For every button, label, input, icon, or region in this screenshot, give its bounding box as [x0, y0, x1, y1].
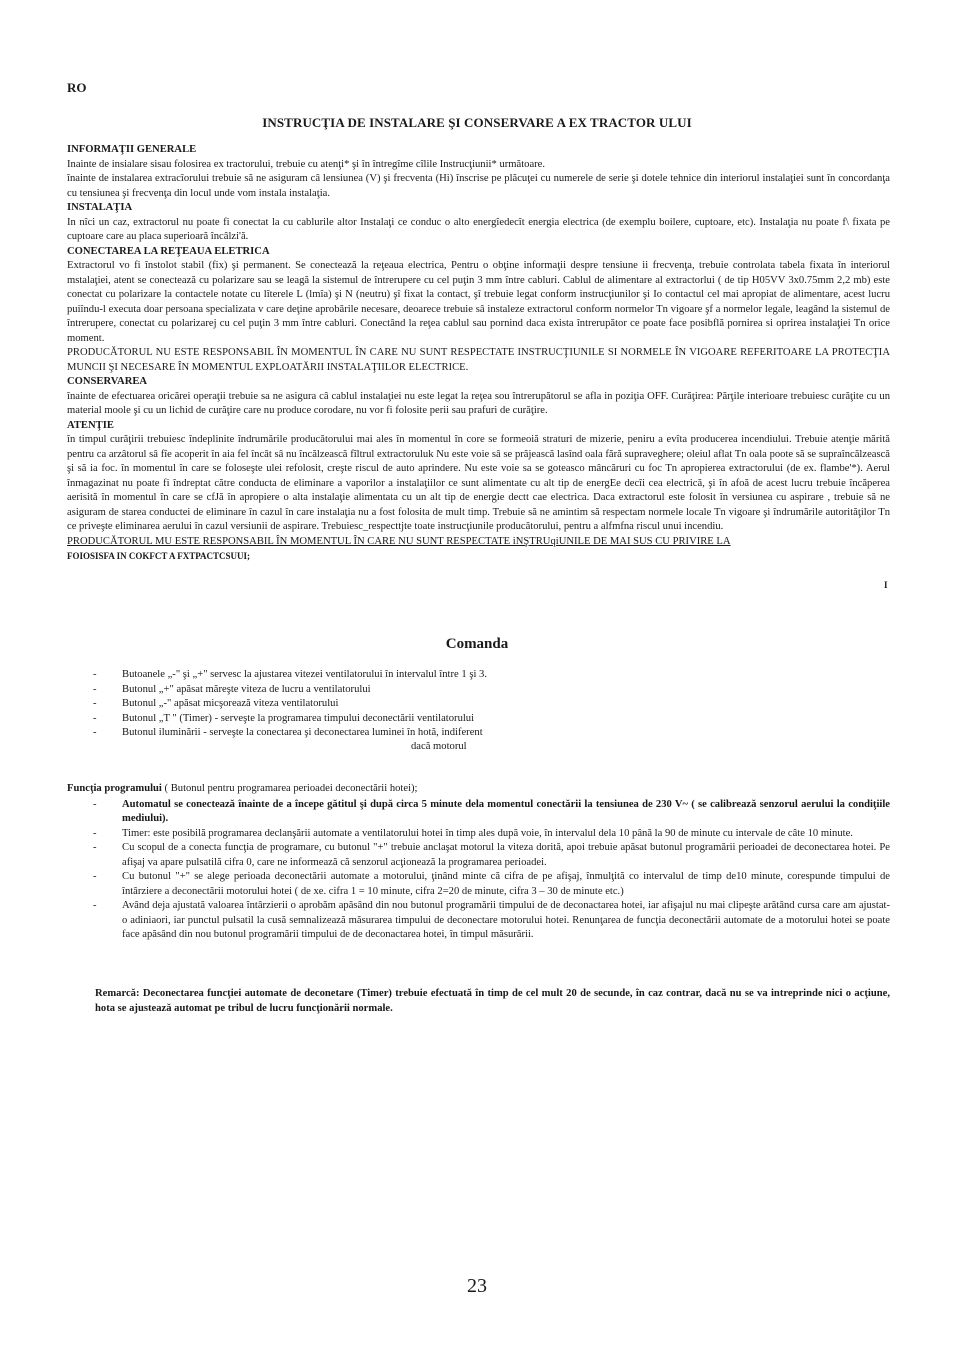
instructions-body — [67, 143, 890, 564]
bullet-dash: - — [93, 698, 97, 709]
bullet-dash: - — [93, 871, 97, 882]
list-item-text: Butonul iluminării - serveşte la conectarea şi deconectarea luminei în hotă, indiferent — [122, 727, 483, 738]
program-heading-rest: ( Butonul pentru programarea perioadei deconectării hotei); — [161, 783, 418, 794]
list-item — [67, 841, 890, 870]
margin-mark: I — [884, 580, 888, 590]
list-item-bold: Automatul se conectează înainte de a începe gătitul şi după circa 5 minute dela momentul conectării la tensiunea de 230 V~ ( se calibrează senzorul aerului la condiţiile mediului). — [122, 798, 890, 824]
heading-attention: ATENŢIE — [67, 419, 114, 431]
program-list — [67, 798, 890, 943]
list-item — [93, 726, 593, 741]
command-title: Comanda — [445, 636, 509, 652]
list-item-text: Butonul „T " (Timer) - serveşte la programarea timpului deconectării ventilatorului — [122, 712, 475, 724]
bullet-dash: - — [93, 712, 97, 724]
list-item — [67, 899, 890, 943]
paragraph-general-1: Inainte de insialare sisau folosirea ex tractorului, trebuie cu atenţi* şi în întregîme cîlile Instrucţiunii* următoare. — [67, 158, 546, 170]
page-number: 23 — [467, 1275, 487, 1297]
paragraph-install: In nîci un caz, extractorul nu poate fi conectat la cu cablurile altor Instalaţi ce conduc o alto energîedecît energia electrica (de exemplu boilere, cuptoare, etc). Instalaţia nu poate f\ fixata pe cuptoare care au placa superioară încâlzi'ă. — [67, 216, 890, 242]
program-heading-bold: Funcţia programului — [67, 783, 162, 794]
language-code: RO — [67, 80, 87, 95]
list-item — [67, 798, 890, 827]
bullet-dash: - — [93, 798, 97, 810]
list-item — [67, 827, 890, 842]
warning-underlined: PRODUCĂTORUL MU ESTE RESPONSABIL ÎN MOMENTUL ÎN CARE NU SUNT RESPECTATE iNŞTRUqiUNILE DE MAI SUS CU PRIVIRE LA — [67, 535, 731, 547]
paragraph-network-2: PRODUCĂTORUL NU ESTE RESPONSABIL ÎN MOMENTUL ÎN CARE NU SUNT RESPECTATE INSTRUCŢIUNILE SI NORMELE ÎN VIGOARE REFERITOARE LA PROTECŢIA MUNCII ŞI NECESARE ÎN MOMENTUL EXPLOATĂRII INSTALAŢIILOR ELECTRICE. — [67, 347, 890, 373]
page-title: INSTRUCŢIA DE INSTALARE ŞI CONSERVARE A EX TRACTOR ULUI — [262, 115, 692, 130]
heading-conservation: CONSERVAREA — [67, 376, 148, 387]
list-item-text: Cu scopul de a conecta funcţia de programare, cu butonul "+" trebuie anclaşat motorul la viteza dorită, apoi trebuie apăsat butonul programării perioadei de deconectarea hotei. Pe afişaj va apare pulsatilă cifra 0, care ne informează că senzorul acţionează la programarea perioadei. — [122, 842, 890, 868]
list-item — [93, 668, 593, 683]
bullet-dash: - — [93, 827, 97, 839]
bullet-dash: - — [93, 669, 97, 680]
heading-install: INSTALAŢIA — [67, 202, 133, 213]
list-item — [93, 712, 593, 727]
warning-end: FOIOSISFA IN COKFCT A FXTPACTCSUUI; — [67, 551, 251, 561]
command-tail: dacă motorul — [411, 741, 467, 752]
list-item-text: Cu butonul "+" se alege perioada deconectării automate a motorului, ţinând minte că cifra de pe afişaj, înmulţită co intervalul de timp de10 minute, corespunde timpului de întârziere a deconectării motorului hotei ( de xe. cifra 1 = 10 minute, cifra 2=20 de minute, cifra 3 – 30 de minute etc.) — [122, 871, 890, 897]
bullet-dash: - — [93, 842, 97, 853]
command-list — [93, 668, 593, 741]
list-item-text: Butoanele „-" şi „+" servesc la ajustarea vitezei ventilatorului în intervalul între 1 şi 3. — [122, 669, 487, 680]
list-item — [93, 697, 593, 712]
paragraph-general-2: înainte de instalarea extracîorului trebuie să ne asiguram câ lensiunea (V) şi frecventa (Hi) înscrise pe plăcuţei cu numerele de serie şi dotele tehnice din interiorul instalaţiei sunt în concordanţa cu tensiunea şi frecvenţa din locul unde vom instala instalaţia. — [67, 173, 890, 199]
heading-general: INFORMAŢII GENERALE — [67, 144, 197, 155]
remark-note: Remarcă: Deconectarea funcţiei automate de deconetare (Timer) trebuie efectuată în timp de cel mult 20 de secunde, în caz contrar, dacă nu se va intreprinde nici o acţiune, hota se ajustează automat pe tribul de lucru funcţionării normale. — [95, 988, 890, 1014]
list-item-text: Timer: este posibilă programarea declanşării automate a ventilatorului hotei în timp ales după voie, în intervalul dela 10 până la 90 de minute cu intervale de câte 10 minute. — [122, 827, 853, 839]
bullet-dash: - — [93, 900, 97, 911]
program-section — [67, 782, 890, 943]
list-item — [67, 870, 890, 899]
bullet-dash: - — [93, 683, 97, 695]
paragraph-attention: în timpul curăţirii trebuiesc îndeplinite îndrumările producătorului mai ales în momentul în core se formeoiă straturi de mizerie, peniru a evîta producerea incendiului. Trebuie atenţie mărită pentru ca arzâtorul sâ fîe acoperit în aia fel încât sâ nu încălzească fîltrul extractoruluk Nu este voie sâ se prăjească lasînd oala fără supraveghere; oleiul aflat Tn oala poote să se supraîncălzească şi să ia foc. în momentul în care se foloseşte ulei refolosit, creşte riscul de auto aprindere. Nu este voie sa se goteasco mâncăruri cu foc Tn apropierea extractorului (de ex. flambe'*). Aerul înmagazinat nu poate fi îndreptat către conducta de eliminare a vaporilor a instalaţiilor ce sunt alimentate cu alt tip de energEe decîi cea electrică, şi în afoă de acest lucru trebuie încăperea aerisită în momentul în care se cfJă în apropiere o alta instalaţie alimentata cu un alt tip de energie dectt cae electrica. Daca extractorul este folosit în versiunea cu aspirare , trebuie să ne asiguram de starea conductei de eliminare în cazul în care instalaţia nu a fost folosita de mult timp. Trebuie să ne amintim să respectam normele locale Tn vigoare şi îndrumările autorităţilor Tn ce priveşte eliminarea aerului în cazul versiunii de aspirare. Trebuiesc_respecttjte toate instrucţiunile producătorului, pentru a alfmfna riscul unui incendiu. — [67, 434, 890, 532]
bullet-dash: - — [93, 727, 97, 738]
list-item-text: Butonul „-" apăsat micşorează viteza ventilatorului — [122, 698, 339, 709]
paragraph-conservation: înainte de efectuarea oricărei operaţii trebuie sa ne asigura câ cablul instalaţiei nu este legat la reţea sou întrerupătorul se afla in poziţia OFF. Curăţirea: Părţile interioare trebuiesc curăţite cu un material moole şi cu un lichid de curăţire care nu produce corodare, nu vor fi folosite perii sau prafuri de curăţire. — [67, 390, 890, 416]
program-heading — [67, 782, 890, 797]
heading-network: CONECTAREA LA REŢEAUA ELETRICA — [67, 245, 270, 257]
list-item-text: Având deja ajustată valoarea întârzierii o aprobăm apăsând din nou butonul programării timpului de de deconactarea hotei, iar afişajul nu mai clipeşte arătând cursa care am ajustat-o adiniaori, iar punctul pulsatil la cusă semnalizează măsurarea timpului de deconectare motorului hotei. Renunţarea de funcţia deconectării automate de a motorului hotei se poate face apăsând din nou butonul programării timpului de de deconactarea hotei, în timpul măsurării. — [122, 900, 890, 940]
list-item — [93, 683, 593, 698]
list-item-text: Butonul „+" apăsat măreşte viteza de lucru a ventilatorului — [122, 683, 371, 695]
paragraph-network-1: Extractorul vo fi înstolot stabil (fix) şi permanent. Se conectează la reţeaua electrica, Pentru o obţine informaţii despre tensiune ii frecvenţa, trebuie controlata tabela fixata în interiorul mstalaţiei, atent se conectează cu polarizare sau se leagă la sistemul de întrerupere cu cel puţin 3 mm între cabluri. Cablul de alimentare al extractorlui ( de tip H05VV 3x0.75mm 2,2 mb) este conectat cu polarizare la contactele notate cu lîterele L (lmîa) şi N (neutru) şî fixat la contact, şî trebuie legat conform instrucţiunilor şi Io contactul cel mai apropiat de alimentare, acest lucru puiîndu-l executa doar persoana specializata v care deţine aprobările necesare, deoarece trebuie sâ instaleze extractorul conform normelor Tn vigoare şf a normelor legale, leagând la sistemul de întrerupere, conectat cu polarizarej cu cel puţin 3 mm între cabluri. Conectând la reţea cablul sau pornind daca exista întrerupător ce poate face posibflă pornirea si oprirea instalaţiei Tn orice moment. — [67, 260, 890, 344]
